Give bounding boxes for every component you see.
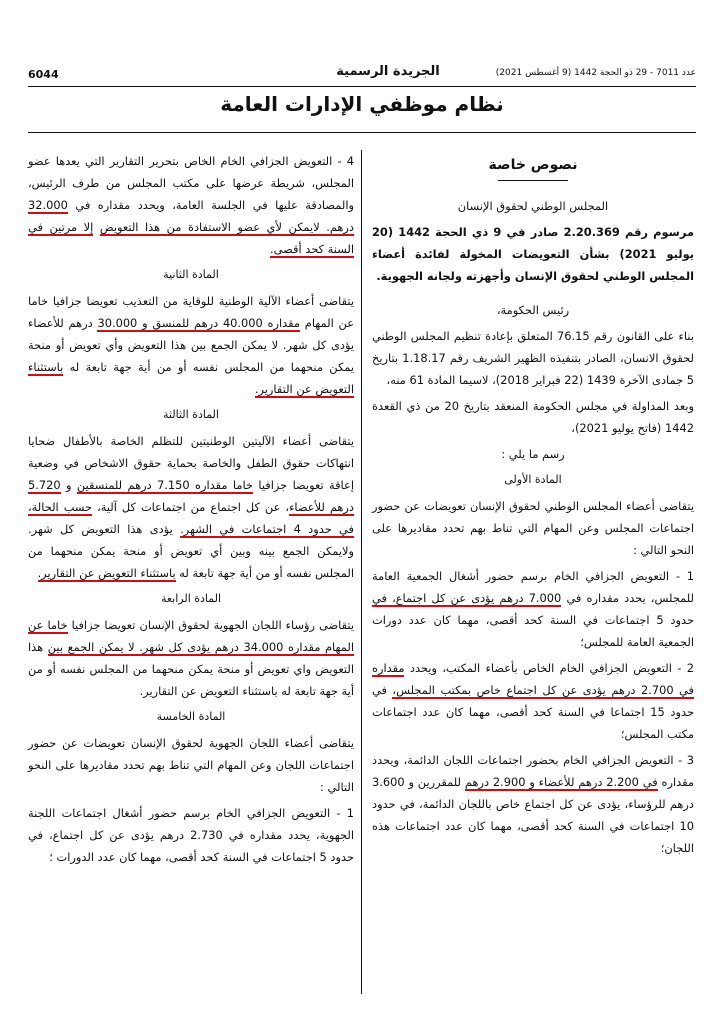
highlighted-amount: 7.000 درهم يؤدى عن كل اجتماع، في: [372, 591, 562, 605]
item-text: في حدود 15 اجتماعا في السنة كحد أقصى، مهما كان عدد اجتماعات مكتب المجلس؛: [372, 683, 694, 741]
decreed-label: رسم ما يلي :: [501, 447, 565, 461]
highlighted-amount: خاما مقداره 7.150 درهم للمنسقين: [76, 478, 253, 492]
left-column: [28, 150, 354, 1006]
item-text: يؤدى هذا التعويض كل شهر. ولايمكن الجمع بينه وبين أي تعويض أو منحة يمكن منحهما من المجلس نفسه أو من أية جهة تابعة له: [28, 522, 354, 580]
article-2-text: [28, 290, 354, 400]
article-1-heading: المادة الأولى: [504, 473, 562, 486]
item-text: 3 - التعويض الجزافي الخام بحضور اجتماعات اللجان الدائمة، ويحدد مقداره: [372, 753, 694, 789]
item-text: 4 - التعويض الجزافي الخام الخاص بتحرير التقارير التي يعدها عضو المجلس، شريطة عرضها على مكتب المجلس من طرف الرئيس، والمصادقة عليها في الجلسة العامة، ويحدد مقداره في: [28, 154, 354, 212]
page-title: نظام موظفي الإدارات العامة: [220, 92, 504, 116]
page-number: 6044: [28, 68, 59, 81]
highlighted-exception: باستثناء التعويض عن التقارير.: [28, 360, 354, 396]
item-text: للمقررين و 3.600 درهم للرؤساء، يؤدى عن كل اجتماع خاص باللجان الدائمة، في حدود 10 اجتماعات في السنة كحد أقصى، مهما كان عدد اجتماعات هذه اللجان؛: [372, 775, 694, 855]
gazette-name: الجريدة الرسمية: [336, 64, 440, 79]
highlighted-amount: مقداره في 2.700 درهم يؤدى عن كل اجتماع خاص بمكتب المجلس،: [372, 661, 694, 697]
item-text: هذا التعويض واي تعويض أو منحة يمكن منحهما من المجلس نفسه أو من أية جهة تابعة له باستثناء التعويض عن التقارير.: [28, 640, 354, 698]
title-rule: [28, 132, 696, 133]
item-text: يتقاضى رؤساء اللجان الجهوية لحقوق الإنسان تعويضا جزافيا: [67, 618, 354, 632]
item-text: يتقاضى أعضاء الآليتين الوطنيتين للتظلم الخاصة بالأطفال ضحايا انتهاكات حقوق الطفل والخاصة بحماية حقوق الاشخاص في وضعية إعاقة تعويضا جزافيا: [28, 434, 354, 492]
preamble-2: وبعد المداولة في مجلس الحكومة المنعقد بتاريخ 20 من ذي القعدة 1442 (فاتح يوليو 2021)،: [372, 399, 694, 435]
running-header: [28, 64, 696, 86]
article-5-intro: يتقاضى أعضاء اللجان الجهوية لحقوق الإنسان تعويضات عن حضور اجتماعات اللجان وعن المهام التي تناط بهم تحدد مقاديرها على النحو التالي :: [28, 736, 354, 794]
right-column: [372, 150, 694, 1006]
highlighted-limit: حسب الحالة، في حدود 4 اجتماعات في الشهر.: [28, 500, 354, 536]
article-5-item-1: 1 - التعويض الجزافي الخام برسم حضور أشغال اجتماعات اللجنة الجهوية، يحدد مقداره في 2.730 درهم يؤدى عن كل اجتماع، في حدود 5 اجتماعات في السنة كحد أقصى، مهما كان عدد الدورات ؛: [28, 806, 354, 864]
issue-info: عدد 7011 - 29 ذو الحجة 1442 (9 أغسطس 2021): [495, 68, 696, 78]
article-5-heading: المادة الخامسة: [156, 710, 226, 723]
highlighted-amount: 5.720 درهم للأعضاء: [28, 478, 354, 514]
highlighted-amount: في 2.200 درهم للأعضاء و 2.900 درهم: [464, 775, 658, 789]
item-text: 1 - التعويض الجزافي الخام برسم حضور أشغال الجمعية العامة للمجلس، يحدد مقداره في: [372, 569, 694, 605]
institution-name: المجلس الوطني لحقوق الإنسان: [457, 199, 609, 213]
article-1-item-3: [372, 749, 694, 859]
item-text: درهم للأعضاء يؤدى كل شهر. لا يمكن الجمع بين هذا التعويض وأي تعويض أو منحة يمكن منحهما من المجلس نفسه أو من أية جهة تابعة له: [28, 316, 354, 374]
article-4-heading: المادة الرابعة: [160, 592, 222, 605]
article-1-item-2: [372, 657, 694, 745]
article-1-item-4: [28, 150, 354, 260]
article-4-text: [28, 614, 354, 702]
section-heading: نصوص خاصة: [488, 157, 578, 173]
item-text: ، عن كل اجتماع من اجتماعات كل آلية،: [92, 500, 290, 514]
item-text: و: [60, 478, 77, 492]
highlighted-amount: مقداره 40.000 درهم للمنسق و 30.000: [97, 316, 301, 330]
article-3-heading: المادة الثالثة: [163, 408, 219, 421]
section-rule: [498, 180, 568, 181]
highlighted-amount: خاما عن المهام مقداره 34.000 درهم يؤدى كل شهر. لا يمكن الجمع بين: [28, 618, 354, 654]
item-text: حدود 5 اجتماعات في السنة كحد أقصى، مهما كان عدد دورات الجمعية العامة للمجلس؛: [372, 613, 694, 649]
article-2-heading: المادة الثانية: [163, 268, 219, 281]
head-of-government: رئيس الحكومة،: [496, 303, 570, 317]
decree-title: مرسوم رقم 2.20.369 صادر في 9 ذي الحجة 1442 (20 يوليو 2021) بشأن التعويضات المخولة لفائدة أعضاء المجلس الوطني لحقوق الإنسان وأجهزته ولجانه الجهوية.: [372, 225, 694, 283]
item-text: يتقاضى أعضاء الآلية الوطنية للوقاية من التعذيب تعويضا جزافيا خاما عن المهام: [28, 294, 355, 330]
article-1-intro: يتقاضى أعضاء المجلس الوطني لحقوق الإنسان تعويضات عن حضور اجتماعات المجلس وعن المهام التي تناط بهم تحدد مقاديرها على النحو التالي :: [372, 499, 694, 557]
column-divider: [361, 150, 362, 994]
header-rule: [28, 86, 696, 87]
article-3-text: [28, 430, 354, 584]
preamble-1: بناء على القانون رقم 76.15 المتعلق بإعادة تنظيم المجلس الوطني لحقوق الانسان، الصادر بتنفيذه الظهير الشريف رقم 1.18.17 بتاريخ 5 جمادى الآخرة 1439 (22 فبراير 2018)، لاسيما المادة 61 منه،: [372, 329, 694, 387]
highlighted-amount: 32.000 درهم. لايمكن لأي عضو الاستفادة من هذا التعويض: [28, 198, 355, 234]
highlighted-limit: إلا مرتين في السنة كحد أقصى.: [28, 220, 354, 256]
item-text: 2 - التعويض الجزافي الخام الخاص بأعضاء المكتب، ويحدد: [404, 661, 694, 675]
highlighted-exception: باستثناء التعويض عن التقارير.: [37, 566, 176, 580]
article-1-item-1: [372, 565, 694, 653]
